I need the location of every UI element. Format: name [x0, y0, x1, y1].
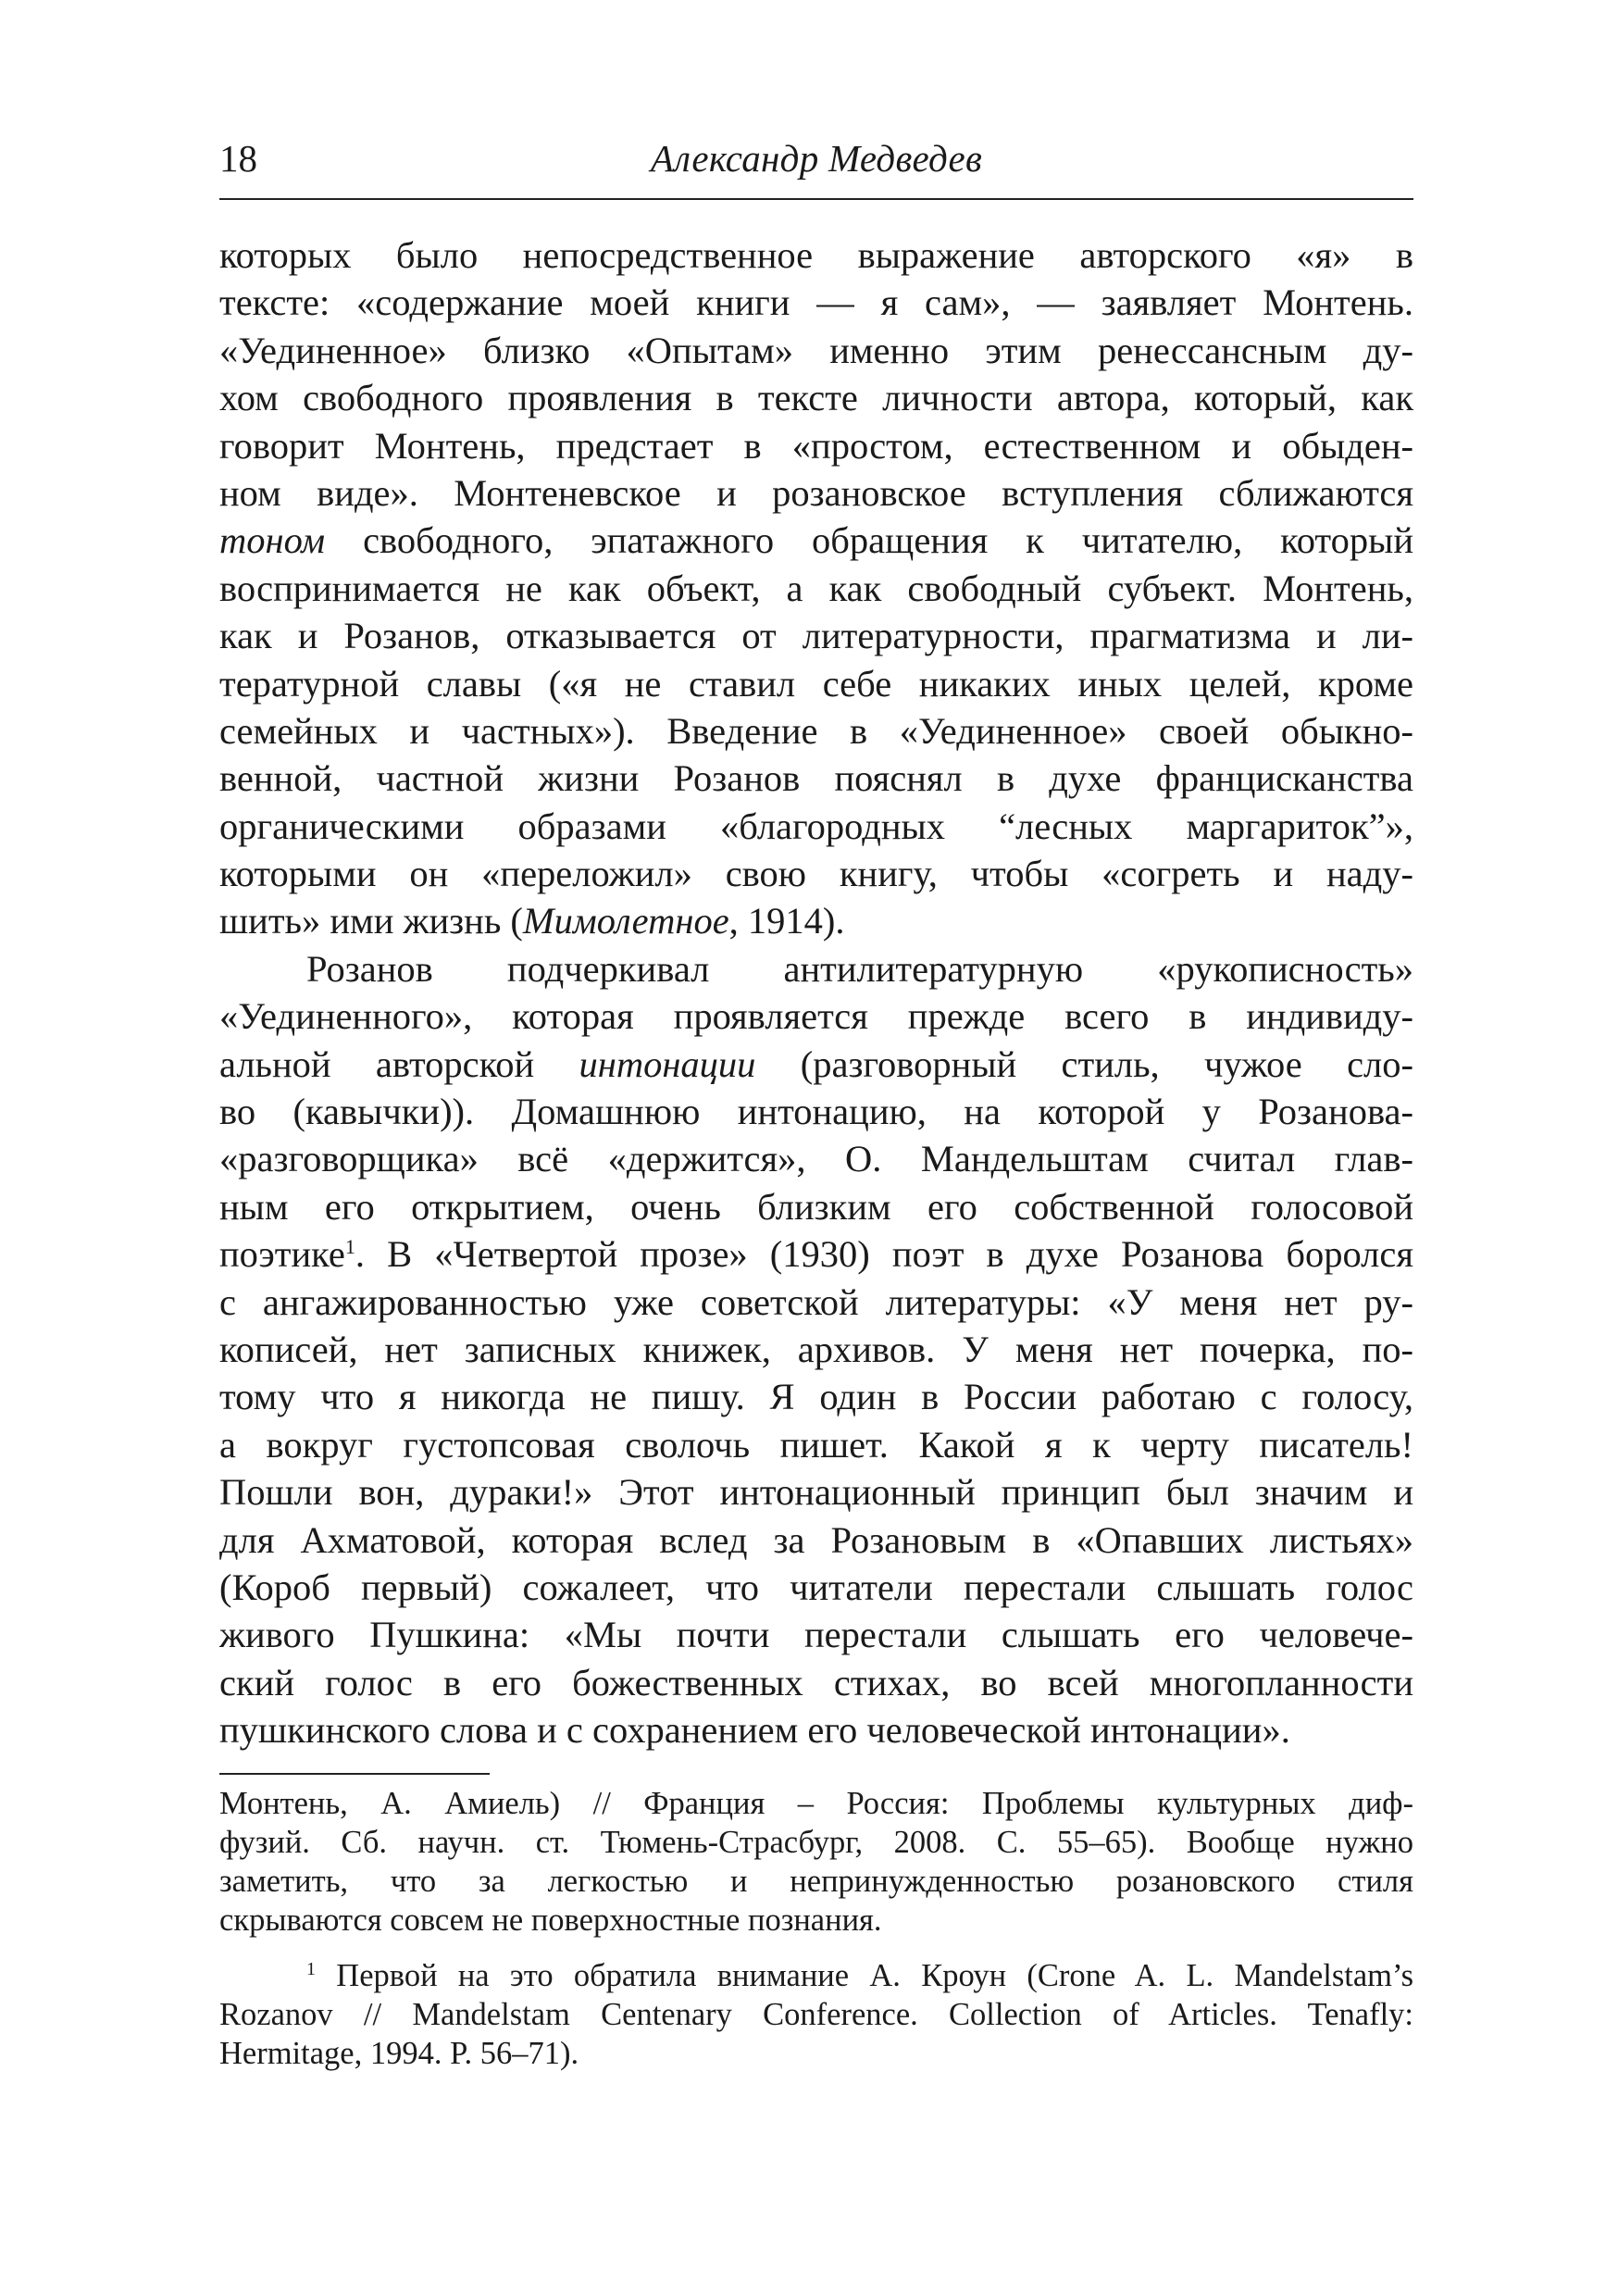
- italic-term: тоном: [219, 519, 326, 562]
- text-line: тексте: «содержание моей книги — я сам», — заявляет Монтень.: [219, 281, 1413, 324]
- page-header: [219, 128, 1413, 200]
- footnote-line: Монтень, А. Амиель) // Франция – Россия: Проблемы культурных диф-: [219, 1786, 1413, 1821]
- text-line: во (кавычки)). Домашнюю интонацию, на которой у Розанова-: [219, 1091, 1413, 1133]
- footnote-line: заметить, что за легкостью и непринужденностью розановского стиля: [219, 1864, 1413, 1899]
- footnote-line: $^1$ Первой на это обратила внимание А. Кроун (Crone A. L. Mandelstam’s: [306, 1958, 1413, 1993]
- text-line: кописей, нет записных книжек, архивов. У меня нет почерка, по-: [219, 1328, 1413, 1370]
- running-title: Александр Медведев: [650, 137, 983, 180]
- footnote-line: Hermitage, 1994. P. 56–71).: [219, 2036, 579, 2071]
- text-line: которых было непосредственное выражение авторского «я» в: [219, 234, 1413, 276]
- text-line: ном виде». Монтеневское и розановское вступления сближаются: [219, 471, 1413, 514]
- text-line: ский голос в его божественных стихах, во всей многопланности: [219, 1661, 1413, 1703]
- text-line: а вокруг густопсовая сволочь пишет. Какой я к черту писатель!: [219, 1423, 1413, 1466]
- text-line: пушкинского слова и с сохранением его человеческой интонации».: [219, 1709, 1290, 1752]
- text-line: Пошли вон, дураки!» Этот интонационный принцип был значим и: [219, 1471, 1413, 1514]
- footnote-number: 1: [306, 1959, 316, 1979]
- text-line: которыми он «переложил» свою книгу, чтобы «согреть и наду-: [219, 853, 1413, 895]
- italic-title: Мимолетное: [522, 900, 729, 942]
- footnote-reference: 1: [344, 1235, 355, 1259]
- text-line: воспринимается не как объект, а как свободный субъект. Монтень,: [219, 567, 1413, 609]
- main-text: [219, 231, 1413, 1754]
- footnote-line: скрываются совсем не поверхностные познания.: [219, 1903, 882, 1938]
- text-line: «Уединенного», которая проявляется прежде всего в индивиду-: [219, 995, 1413, 1038]
- text-line: тоном свободного, эпатажного обращения к читателю, который: [219, 519, 1413, 562]
- text-line: тературной славы («я не ставил себе никаких иных целей, кроме: [219, 662, 1413, 705]
- text-line: живого Пушкина: «Мы почти перестали слышать его человече-: [219, 1614, 1413, 1656]
- footnotes: [219, 1784, 1413, 2073]
- footnote-gap: [219, 1940, 1413, 1956]
- page-number: 18: [219, 137, 257, 180]
- text-line: шить» ими жизнь (Мимолетное, 1914).: [219, 900, 845, 942]
- text-line: говорит Монтень, предстает в «простом, естественном и обыден-: [219, 424, 1413, 467]
- text-line: хом свободного проявления в тексте личности автора, который, как: [219, 377, 1413, 419]
- text-line: для Ахматовой, которая вслед за Розановым в «Опавших листьях»: [219, 1518, 1413, 1561]
- text-line: поэтике$^1$. В «Четвертой прозе» (1930) поэт в духе Розанова боролся: [219, 1233, 1413, 1276]
- text-line: «Уединенное» близко «Опытам» именно этим ренессансным ду-: [219, 329, 1413, 371]
- text-line: ным его открытием, очень близким его собственной голосовой: [219, 1185, 1413, 1228]
- text-line: (Короб первый) сожалеет, что читатели перестали слышать голос: [219, 1566, 1413, 1608]
- footnote-line: фузий. Сб. научн. ст. Тюмень-Страсбург, 2008. С. 55–65). Вообще нужно: [219, 1825, 1413, 1860]
- text-line: венной, частной жизни Розанов пояснял в духе францисканства: [219, 757, 1413, 800]
- footnote-line: Rozanov // Mandelstam Centenary Conference. Collection of Articles. Tenafly:: [219, 1997, 1413, 2032]
- text-line: как и Розанов, отказывается от литературности, прагматизма и ли-: [219, 615, 1413, 657]
- italic-term: интонации: [579, 1042, 756, 1085]
- text-line: тому что я никогда не пишу. Я один в России работаю с голосу,: [219, 1376, 1413, 1418]
- text-line: Розанов подчеркивал антилитературную «рукописность»: [306, 947, 1413, 990]
- text-line: органическими образами «благородных “лесных маргариток”»,: [219, 805, 1413, 847]
- text-line: «разговорщика» всё «держится», О. Мандельштам считал глав-: [219, 1138, 1413, 1180]
- footnote-separator: [219, 1773, 490, 1775]
- text-line: семейных и частных»). Введение в «Уединенное» своей обыкно-: [219, 709, 1413, 752]
- text-line: с ангажированностью уже советской литературы: «У меня нет ру-: [219, 1280, 1413, 1323]
- text-line: альной авторской интонации (разговорный стиль, чужое сло-: [219, 1042, 1413, 1085]
